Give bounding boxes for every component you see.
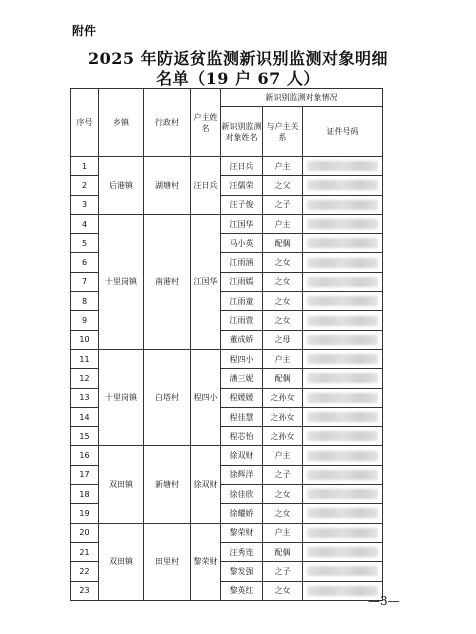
table-row [71, 446, 383, 465]
header-township: 乡镇 [99, 89, 144, 157]
header-member-name: 新识别监测对象姓名 [221, 107, 263, 157]
member-name: 汪日兵 [221, 157, 263, 176]
relation-cell: 配偶 [263, 369, 303, 388]
id-number-redacted [303, 157, 383, 176]
document-title-line1: 2025 年防返贫监测新识别监测对象明细 [87, 49, 389, 68]
row-index: 16 [71, 446, 99, 465]
relation-cell: 之父 [263, 176, 303, 195]
table-row [71, 523, 383, 542]
relation-cell: 之子 [263, 562, 303, 581]
row-index: 3 [71, 195, 99, 214]
township-cell: 双田镇 [99, 446, 144, 523]
id-number-redacted [303, 176, 383, 195]
relation-cell: 户主 [263, 523, 303, 542]
row-index: 6 [71, 253, 99, 272]
member-name: 程芯怡 [221, 427, 263, 446]
relation-cell: 之女 [263, 292, 303, 311]
village-cell: 新塘村 [144, 446, 191, 523]
row-index: 8 [71, 292, 99, 311]
row-index: 1 [71, 157, 99, 176]
id-number-redacted [303, 253, 383, 272]
row-index: 12 [71, 369, 99, 388]
relation-cell: 之孙女 [263, 388, 303, 407]
member-name: 黎英红 [221, 581, 263, 600]
header-relation: 与户主关系 [263, 107, 303, 157]
member-name: 徐双财 [221, 446, 263, 465]
header-index: 序号 [71, 89, 99, 157]
relation-cell: 户主 [263, 214, 303, 233]
member-name: 徐耀娇 [221, 504, 263, 523]
member-name: 江雨嫣 [221, 272, 263, 291]
id-number-redacted [303, 407, 383, 426]
township-cell: 十里岗镇 [99, 214, 144, 349]
id-number-redacted [303, 195, 383, 214]
member-name: 马小英 [221, 234, 263, 253]
id-number-redacted [303, 485, 383, 504]
member-name: 汪子俊 [221, 195, 263, 214]
member-name: 董成娇 [221, 330, 263, 349]
table-row [71, 214, 383, 233]
householder-cell: 江国华 [191, 214, 221, 349]
member-name: 江国华 [221, 214, 263, 233]
row-index: 21 [71, 542, 99, 561]
row-index: 4 [71, 214, 99, 233]
id-number-redacted [303, 465, 383, 484]
attachment-label: 附件 [72, 24, 97, 38]
row-index: 9 [71, 311, 99, 330]
householder-cell: 程四小 [191, 349, 221, 445]
row-index: 10 [71, 330, 99, 349]
member-name: 徐佳欣 [221, 485, 263, 504]
member-name: 程四小 [221, 349, 263, 368]
monitoring-list-table [70, 88, 383, 601]
member-name: 程媛媛 [221, 388, 263, 407]
id-number-redacted [303, 234, 383, 253]
row-index: 22 [71, 562, 99, 581]
village-cell: 田里村 [144, 523, 191, 600]
row-index: 7 [71, 272, 99, 291]
relation-cell: 之女 [263, 272, 303, 291]
row-index: 13 [71, 388, 99, 407]
householder-cell: 徐双财 [191, 446, 221, 523]
row-index: 11 [71, 349, 99, 368]
relation-cell: 之子 [263, 465, 303, 484]
row-index: 18 [71, 485, 99, 504]
relation-cell: 之子 [263, 195, 303, 214]
row-index: 17 [71, 465, 99, 484]
member-name: 江雨萱 [221, 311, 263, 330]
relation-cell: 之孙女 [263, 407, 303, 426]
relation-cell: 之女 [263, 485, 303, 504]
relation-cell: 户主 [263, 446, 303, 465]
row-index: 14 [71, 407, 99, 426]
relation-cell: 户主 [263, 157, 303, 176]
row-index: 19 [71, 504, 99, 523]
member-name: 汪秀连 [221, 542, 263, 561]
member-name: 江雨涵 [221, 253, 263, 272]
id-number-redacted [303, 311, 383, 330]
relation-cell: 之母 [263, 330, 303, 349]
id-number-redacted [303, 562, 383, 581]
page-number: —3— [368, 594, 400, 608]
village-cell: 湖塘村 [144, 157, 191, 215]
relation-cell: 之女 [263, 504, 303, 523]
id-number-redacted [303, 542, 383, 561]
header-village: 行政村 [144, 89, 191, 157]
id-number-redacted [303, 427, 383, 446]
row-index: 15 [71, 427, 99, 446]
member-name: 程佳慧 [221, 407, 263, 426]
id-number-redacted [303, 523, 383, 542]
member-name: 黎发强 [221, 562, 263, 581]
id-number-redacted [303, 369, 383, 388]
header-group: 新识别监测对象情况 [221, 89, 383, 107]
document-title-line2: 名单（19 户 67 人） [156, 69, 320, 88]
township-cell: 十里岗镇 [99, 349, 144, 445]
id-number-redacted [303, 330, 383, 349]
member-name: 徐辉洋 [221, 465, 263, 484]
relation-cell: 户主 [263, 349, 303, 368]
relation-cell: 配偶 [263, 234, 303, 253]
id-number-redacted [303, 446, 383, 465]
householder-cell: 汪日兵 [191, 157, 221, 215]
relation-cell: 之女 [263, 581, 303, 600]
householder-cell: 黎荣财 [191, 523, 221, 600]
id-number-redacted [303, 272, 383, 291]
relation-cell: 之女 [263, 253, 303, 272]
village-cell: 南港村 [144, 214, 191, 349]
id-number-redacted [303, 388, 383, 407]
village-cell: 白塔村 [144, 349, 191, 445]
member-name: 潘三妮 [221, 369, 263, 388]
header-householder: 户主姓名 [191, 89, 221, 157]
row-index: 5 [71, 234, 99, 253]
row-index: 23 [71, 581, 99, 600]
relation-cell: 之孙女 [263, 427, 303, 446]
relation-cell: 之女 [263, 311, 303, 330]
township-cell: 后港镇 [99, 157, 144, 215]
table-row [71, 157, 383, 176]
row-index: 2 [71, 176, 99, 195]
relation-cell: 配偶 [263, 542, 303, 561]
row-index: 20 [71, 523, 99, 542]
table-row [71, 349, 383, 368]
header-id-number: 证件号码 [303, 107, 383, 157]
id-number-redacted [303, 214, 383, 233]
id-number-redacted [303, 292, 383, 311]
member-name: 黎荣财 [221, 523, 263, 542]
member-name: 江雨童 [221, 292, 263, 311]
id-number-redacted [303, 504, 383, 523]
table-body [71, 157, 383, 601]
township-cell: 双田镇 [99, 523, 144, 600]
member-name: 汪儒荣 [221, 176, 263, 195]
id-number-redacted [303, 349, 383, 368]
